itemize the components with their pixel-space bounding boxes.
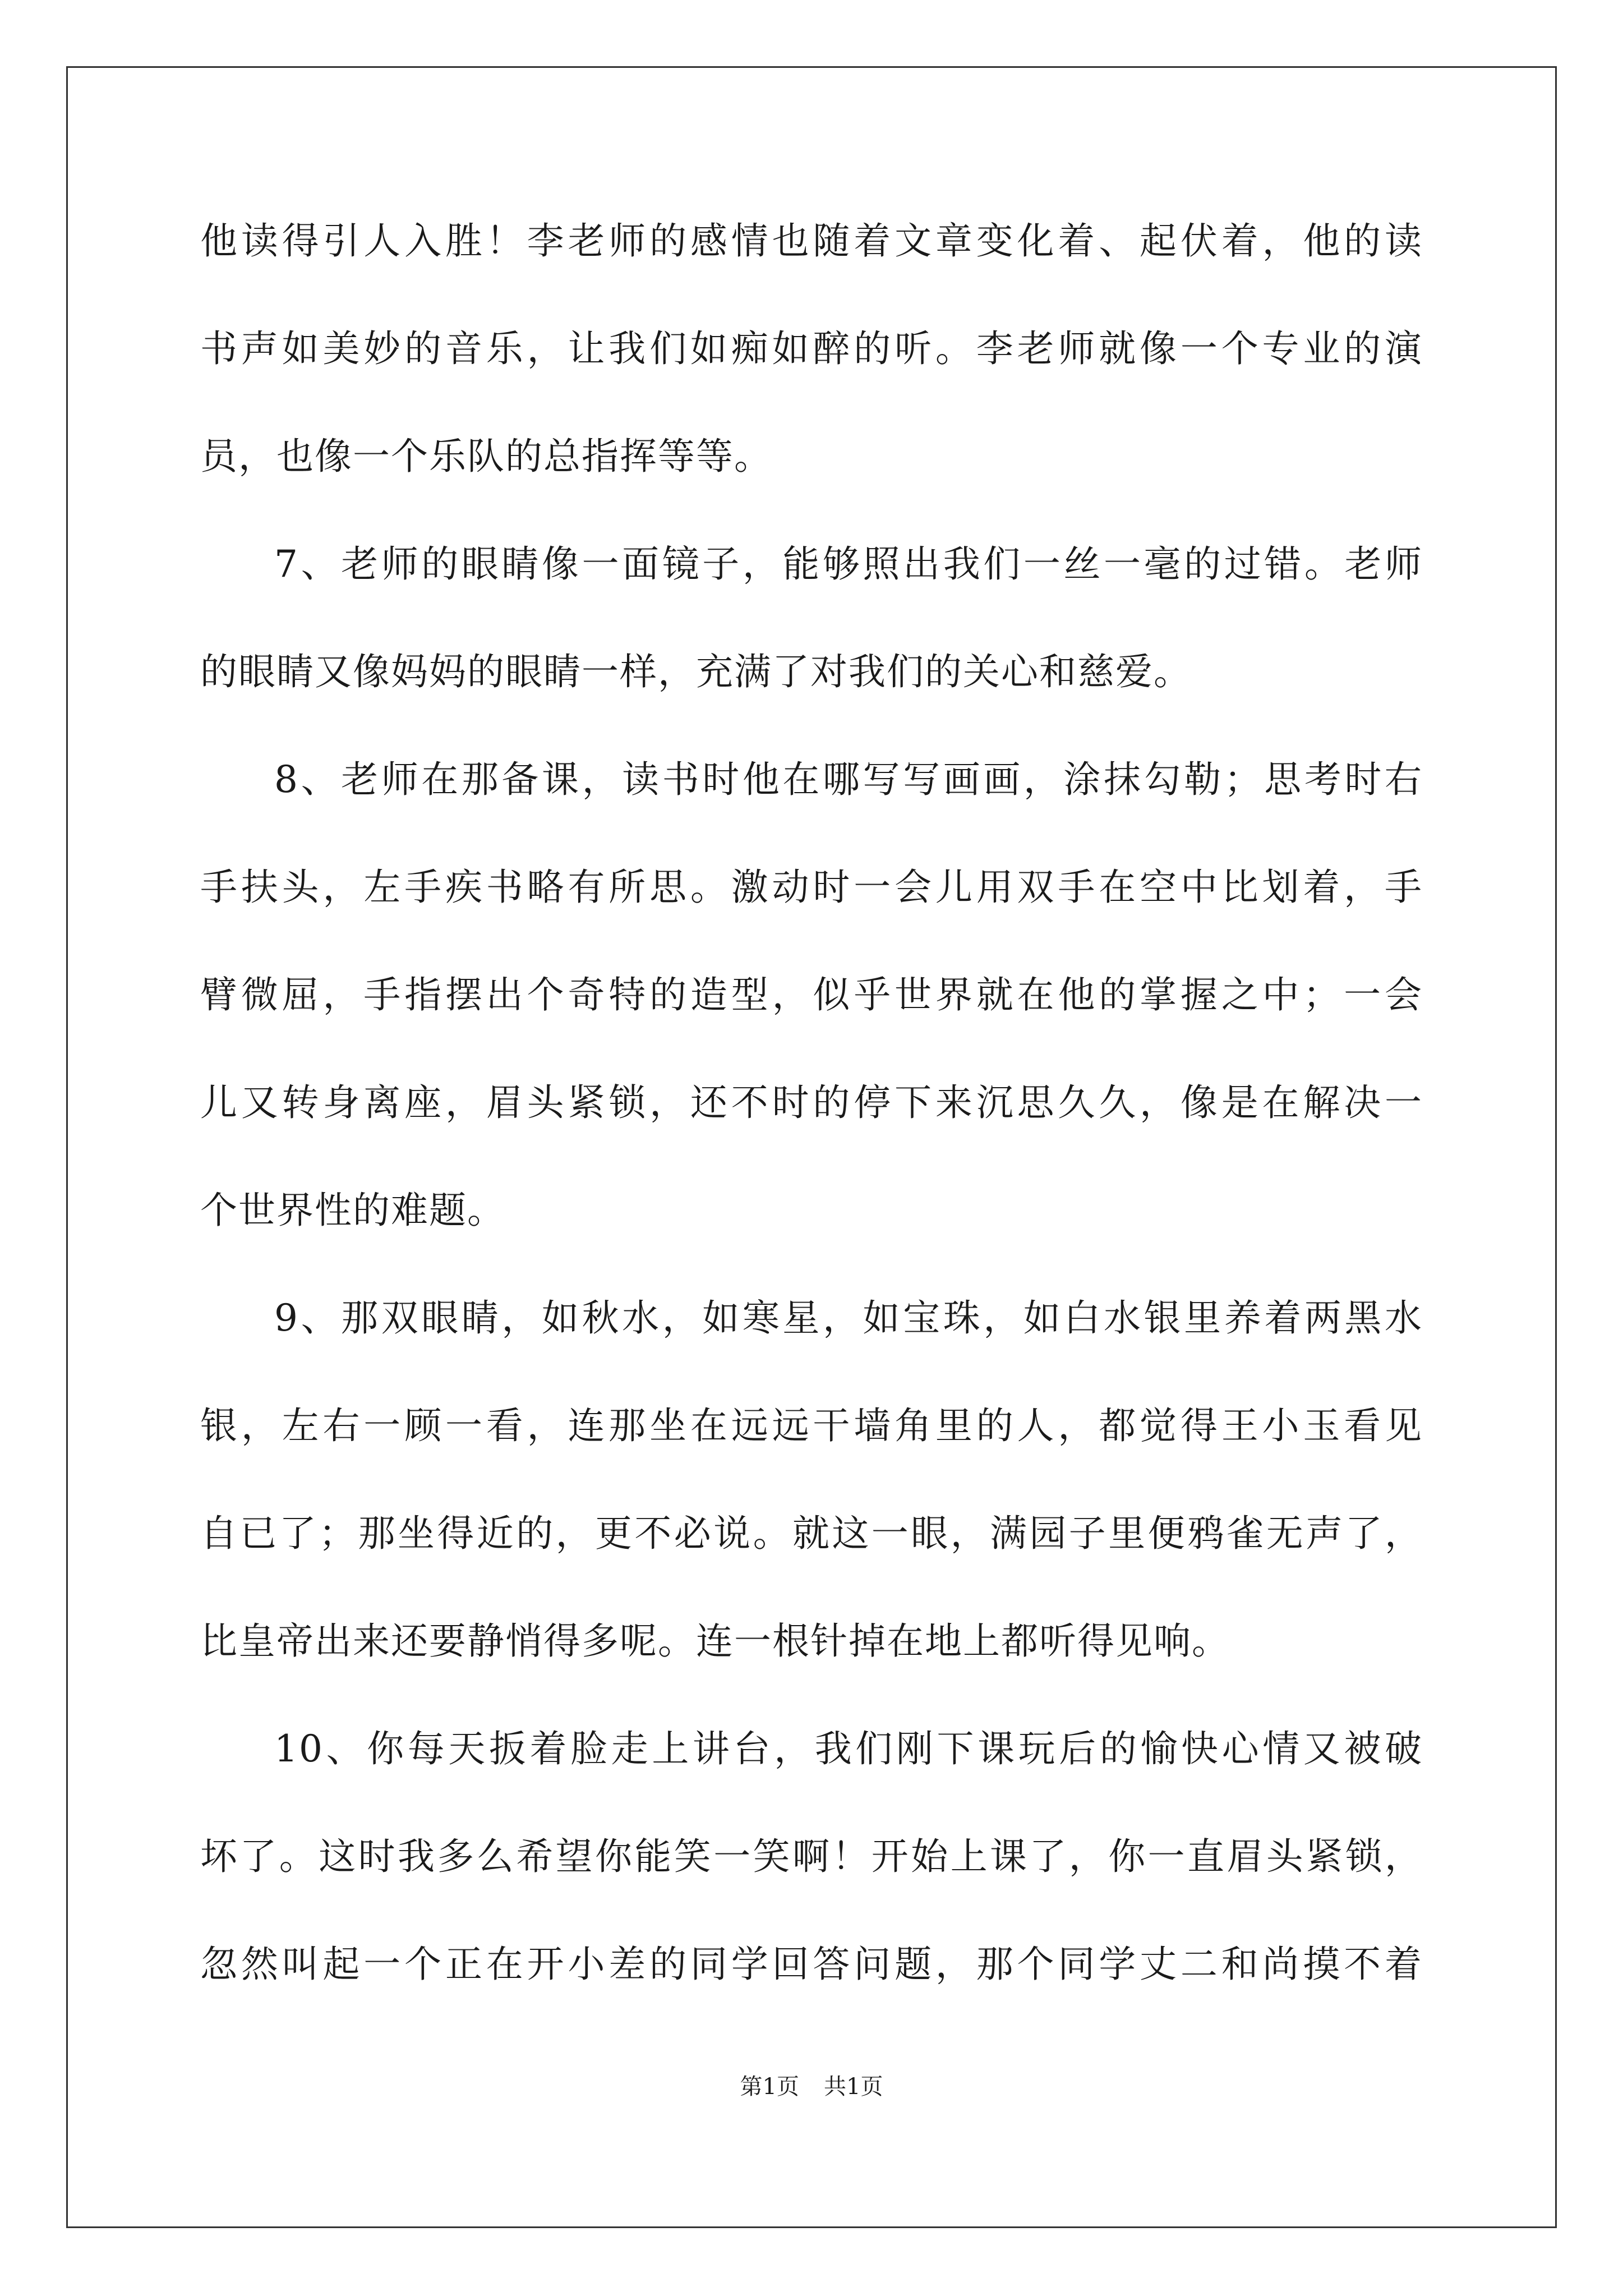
paragraph-9-line: 比皇帝出来还要静悄得多呢。连一根针掉在地上都听得见响。	[200, 1619, 1230, 1663]
paragraph-9-line: 9、那双眼睛，如秋水，如寒星，如宝珠，如白水银里养着两黑水	[274, 1296, 1423, 1340]
text-line: 他读得引人入胜！李老师的感情也随着文章变化着、起伏着，他的读	[200, 219, 1423, 263]
text-line: 书声如美妙的音乐，让我们如痴如醉的听。李老师就像一个专业的演	[200, 327, 1423, 370]
paragraph-8-line: 儿又转身离座，眉头紧锁，还不时的停下来沉思久久，像是在解决一	[200, 1081, 1423, 1124]
paragraph-10-line: 10、你每天扳着脸走上讲台，我们刚下课玩后的愉快心情又被破	[274, 1727, 1423, 1770]
paragraph-10-line: 忽然叫起一个正在开小差的同学回答问题，那个同学丈二和尚摸不着	[200, 1943, 1423, 1986]
paragraph-8-line: 手扶头，左手疾书略有所思。激动时一会儿用双手在空中比划着，手	[200, 866, 1423, 909]
paragraph-7-line: 的眼睛又像妈妈的眼睛一样，充满了对我们的关心和慈爱。	[200, 650, 1192, 693]
document-body	[200, 208, 1423, 2039]
paragraph-7-line: 7、老师的眼睛像一面镜子，能够照出我们一丝一毫的过错。老师	[274, 542, 1423, 586]
page-number-current: 第1页	[740, 2074, 799, 2100]
paragraph-8-line: 8、老师在那备课，读书时他在哪写写画画，涂抹勾勒；思考时右	[274, 758, 1423, 801]
paragraph-10-line: 坏了。这时我多么希望你能笑一笑啊！开始上课了，你一直眉头紧锁，	[200, 1835, 1423, 1878]
text-line: 员，也像一个乐队的总指挥等等。	[200, 435, 772, 478]
paragraph-8-line: 臂微屈，手指摆出个奇特的造型，似乎世界就在他的掌握之中；一会	[200, 973, 1423, 1016]
page-footer	[0, 2070, 1623, 2104]
paragraph-9-line: 自已了；那坐得近的，更不必说。就这一眼，满园子里便鸦雀无声了，	[200, 1512, 1423, 1555]
page-number-total: 共1页	[824, 2074, 883, 2100]
paragraph-8-line: 个世界性的难题。	[200, 1189, 505, 1232]
paragraph-9-line: 银，左右一顾一看，连那坐在远远干墙角里的人，都觉得王小玉看见	[200, 1404, 1423, 1447]
